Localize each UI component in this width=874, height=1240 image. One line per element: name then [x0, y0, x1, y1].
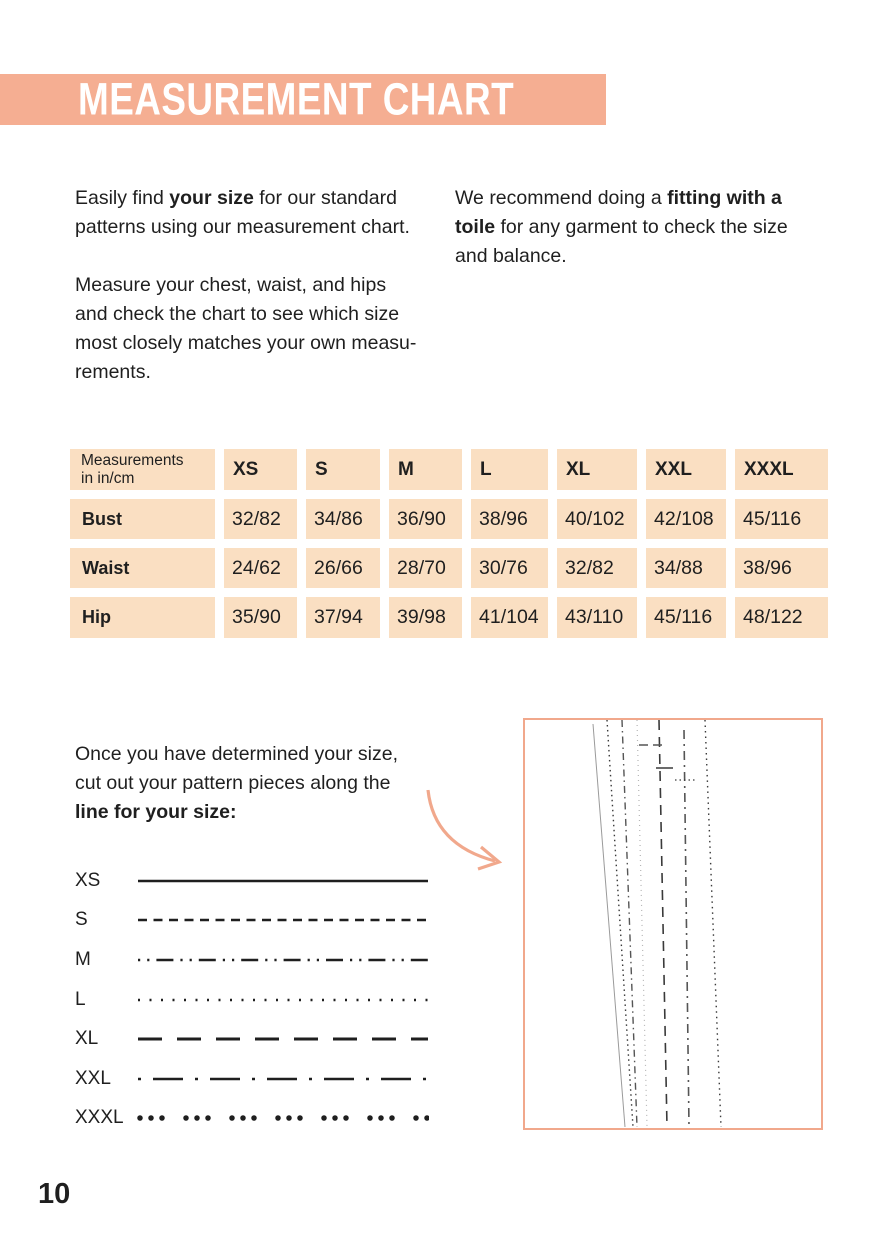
- waist-value-s: 26/66: [306, 548, 380, 588]
- page-number: 10: [38, 1178, 71, 1210]
- table-header-measurements: [70, 449, 215, 490]
- waist-value-xl: 32/82: [557, 548, 637, 588]
- legend-row-l: [75, 980, 431, 1020]
- intro-text: most closely matches your own measu-: [75, 332, 417, 354]
- waist-value-l: 30/76: [471, 548, 548, 588]
- intro-right-column: [455, 184, 825, 300]
- page-title: MEASUREMENT CHART: [78, 73, 515, 125]
- intro-text: for our standard: [253, 187, 397, 209]
- waist-value-xs: 24/62: [224, 548, 297, 588]
- bust-value-s: 34/86: [306, 499, 380, 539]
- l-line-sample: [137, 994, 429, 1006]
- intro-left-column: [75, 184, 435, 416]
- hip-value-l: 41/104: [471, 597, 548, 638]
- legend-label-xxxl: XXXL: [75, 1107, 124, 1129]
- bust-value-xxl: 42/108: [646, 499, 726, 539]
- cut-instructions: [75, 740, 398, 827]
- legend-row-xxxl: [75, 1099, 431, 1139]
- m-line-sample: [137, 954, 429, 966]
- row-label-hip: Hip: [70, 597, 215, 638]
- intro-bold-fitting: fitting with a: [667, 187, 782, 209]
- intro-paragraph-1: [75, 184, 435, 242]
- intro-paragraph-3: [455, 184, 825, 271]
- bust-value-xs: 32/82: [224, 499, 297, 539]
- legend-label-l: L: [75, 988, 86, 1010]
- measurement-table: [70, 449, 828, 638]
- table-header-line2: in in/cm: [81, 469, 135, 487]
- intro-paragraph-2: [75, 271, 435, 387]
- bust-value-m: 36/90: [389, 499, 462, 539]
- size-header-xl: XL: [557, 449, 637, 490]
- s-line-sample: [137, 914, 429, 926]
- hip-value-xl: 43/110: [557, 597, 637, 638]
- size-header-xxxl: XXXL: [735, 449, 828, 490]
- xxxl-line-sample: [137, 1112, 429, 1124]
- intro-text: and check the chart to see which size: [75, 303, 400, 325]
- legend-label-m: M: [75, 948, 91, 970]
- waist-value-xxl: 34/88: [646, 548, 726, 588]
- intro-text: for any garment to check the size: [495, 216, 788, 238]
- cut-text-bold: line for your size:: [75, 801, 237, 823]
- xs-line-sample: [137, 875, 429, 887]
- legend-label-xxl: XXL: [75, 1067, 111, 1089]
- size-header-xxl: XXL: [646, 449, 726, 490]
- size-header-l: L: [471, 449, 548, 490]
- legend-label-xl: XL: [75, 1028, 99, 1050]
- row-label-bust: Bust: [70, 499, 215, 539]
- legend-row-m: [75, 940, 431, 980]
- intro-text: and balance.: [455, 245, 567, 267]
- intro-text: patterns using our measurement chart.: [75, 216, 410, 238]
- size-header-s: S: [306, 449, 380, 490]
- pattern-illustration: [523, 718, 823, 1130]
- waist-value-xxxl: 38/96: [735, 548, 828, 588]
- hip-value-xs: 35/90: [224, 597, 297, 638]
- legend-label-xs: XS: [75, 869, 101, 891]
- pattern-lines-drawing: [525, 720, 820, 1127]
- cut-text-line: Once you have determined your size,: [75, 743, 399, 765]
- hip-value-xxxl: 48/122: [735, 597, 828, 638]
- hip-value-s: 37/94: [306, 597, 380, 638]
- legend-label-s: S: [75, 909, 88, 931]
- intro-bold-your-size: your size: [169, 187, 254, 209]
- row-label-waist: Waist: [70, 548, 215, 588]
- xl-line-sample: [137, 1033, 429, 1045]
- hip-value-m: 39/98: [389, 597, 462, 638]
- intro-text: rements.: [75, 361, 151, 383]
- table-header-line1: Measurements: [81, 451, 184, 469]
- hip-value-xxl: 45/116: [646, 597, 726, 638]
- title-banner: [0, 74, 606, 125]
- legend-row-xl: [75, 1019, 431, 1059]
- bust-value-l: 38/96: [471, 499, 548, 539]
- intro-text: Measure your chest, waist, and hips: [75, 274, 387, 296]
- bust-value-xl: 40/102: [557, 499, 637, 539]
- intro-text: We recommend doing a: [455, 187, 668, 209]
- bust-value-xxxl: 45/116: [735, 499, 828, 539]
- size-header-m: M: [389, 449, 462, 490]
- legend-row-xxl: [75, 1059, 431, 1099]
- cut-text-line: cut out your pattern pieces along the: [75, 772, 391, 794]
- intro-text: Easily find: [75, 187, 170, 209]
- waist-value-m: 28/70: [389, 548, 462, 588]
- size-header-xs: XS: [224, 449, 297, 490]
- legend-row-s: [75, 901, 431, 941]
- size-line-legend: [75, 861, 431, 1138]
- xxl-line-sample: [137, 1073, 429, 1085]
- intro-bold-toile: toile: [455, 216, 496, 238]
- legend-row-xs: [75, 861, 431, 901]
